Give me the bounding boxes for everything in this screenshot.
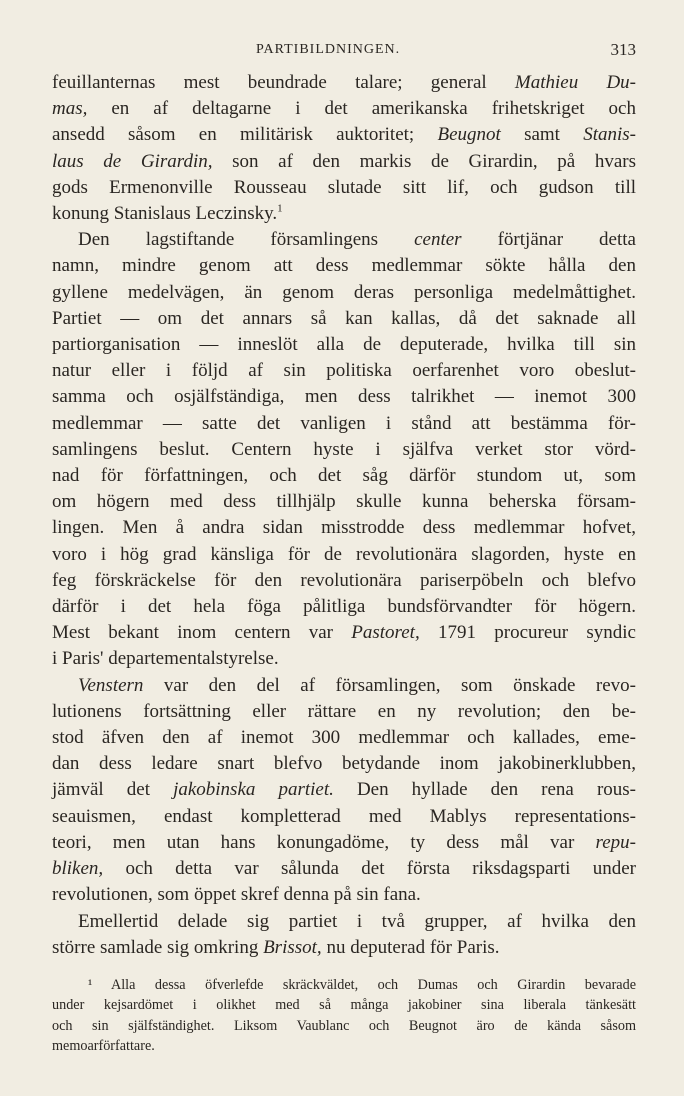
text-line	[52, 70, 636, 96]
text-line	[52, 542, 636, 568]
text-run: därför i det hela föga pålitliga bundsförvandter för högern.	[52, 596, 636, 618]
text-line	[52, 411, 636, 437]
text-run: lingen. Men å andra sidan misstrodde dess medlemmar hofvet,	[52, 517, 636, 539]
paragraph	[52, 70, 636, 227]
text-line	[52, 699, 636, 725]
text-line	[52, 280, 636, 306]
text-line	[52, 332, 636, 358]
text-run: förtjänar detta	[461, 229, 636, 251]
text-line	[52, 804, 636, 830]
text-run: feg förskräckelse för den revolutionära pariserpöbeln och blefvo	[52, 569, 636, 591]
page-header	[52, 38, 636, 62]
text-run: lutionens fortsättning eller rättare en ny revolution; den be-	[52, 700, 636, 722]
text-line	[52, 856, 636, 882]
text-line	[52, 515, 636, 541]
text-line	[52, 751, 636, 777]
text-run: 1791 procureur syndic	[419, 622, 636, 644]
text-run: gyllene medelvägen, än genom deras personliga medelmåttighet.	[52, 281, 636, 303]
text-run: Partiet — om det annars så kan kallas, då det saknade all	[52, 307, 636, 329]
italic-text: Stanis-	[583, 124, 637, 146]
text-line	[52, 725, 636, 751]
text-run: konung Stanislaus Leczinsky.	[52, 203, 278, 225]
text-run: seauismen, endast kompletterad med Mablys representations-	[52, 805, 636, 827]
text-line	[52, 358, 636, 384]
paragraph	[52, 909, 636, 961]
text-run: nu deputerad för Paris.	[321, 936, 500, 958]
text-line	[52, 882, 636, 908]
italic-text: Pastoret,	[351, 622, 420, 644]
running-title: PARTIBILDNINGEN.	[256, 42, 401, 57]
text-run: ansedd såsom en militärisk auktoritet;	[52, 124, 438, 146]
text-run: och detta var sålunda det första riksdagsparti under	[103, 858, 636, 880]
text-line	[52, 935, 636, 961]
italic-text: repu-	[595, 831, 636, 853]
text-run: nad för författningen, och det såg därför stundom ut, som	[52, 465, 636, 487]
body-text	[52, 70, 636, 961]
text-line	[52, 489, 636, 515]
footnote-line: och sin själfständighet. Liksom Vaublanc och Beugnot äro de kända såsom	[52, 1017, 636, 1034]
text-line	[52, 306, 636, 332]
italic-text: Beugnot	[437, 124, 501, 146]
text-run: gods Ermenonville Rousseau slutade sitt lif, och gudson till	[52, 176, 636, 198]
italic-text: mas,	[52, 98, 88, 120]
text-run: större samlade sig omkring	[52, 936, 264, 958]
text-run: natur eller i följd af sin politiska oerfarenhet voro obeslut-	[52, 360, 636, 382]
text-line	[52, 594, 636, 620]
italic-text: bliken,	[52, 858, 104, 880]
text-line	[52, 777, 636, 803]
text-run: Den lagstiftande församlingens	[78, 229, 415, 251]
text-run: samlingens beslut. Centern hyste i själfva verket stor vörd-	[52, 438, 636, 460]
text-run: voro i hög grad känsliga för de revolutionära slagorden, hyste en	[52, 543, 636, 565]
text-run: Mest bekant inom centern var	[52, 622, 352, 644]
text-run: jämväl det	[52, 779, 174, 801]
text-line	[52, 96, 636, 122]
text-line	[52, 122, 636, 148]
text-run: Den hyllade den rena rous-	[333, 779, 636, 801]
text-run: var den del af församlingen, som önskade revo-	[143, 674, 636, 696]
text-run: dan dess ledare snart blefvo betydande inom jakobinerklubben,	[52, 753, 636, 775]
text-run: Emellertid delade sig partiet i två grupper, af hvilka den	[78, 910, 636, 932]
text-line	[52, 909, 636, 935]
italic-text: Mathieu Du-	[514, 72, 636, 93]
footnote-line: memoarförfattare.	[52, 1038, 155, 1055]
text-line	[52, 673, 636, 699]
text-line	[52, 830, 636, 856]
text-line	[52, 149, 636, 175]
text-run: namn, mindre genom att dess medlemmar sökte hålla den	[52, 255, 636, 277]
text-run: samma och osjälfständiga, men dess talrikhet — inemot 300	[52, 386, 636, 408]
footnote-marker: 1	[277, 202, 283, 215]
footnotes	[52, 975, 636, 1057]
text-run: i Paris' departementalstyrelse.	[52, 648, 279, 670]
italic-text: Venstern	[78, 674, 144, 696]
text-line	[52, 463, 636, 489]
text-line	[52, 253, 636, 279]
text-line	[52, 384, 636, 410]
paragraph	[52, 673, 636, 909]
text-run: son af den markis de Girardin, på hvars	[212, 150, 637, 172]
text-run: partiorganisation — inneslöt alla de deputerade, hvilka till sin	[52, 334, 636, 356]
italic-text: Brissot,	[263, 936, 322, 958]
text-line	[52, 227, 636, 253]
text-run: en af deltagarne i det amerikanska frihetskriget och	[87, 98, 636, 120]
text-line	[52, 175, 636, 201]
text-line	[52, 646, 636, 672]
text-run: teori, men utan hans konungadöme, ty dess mål var	[52, 831, 596, 853]
text-run: stod äfven den af inemot 300 medlemmar och kallades, eme-	[52, 727, 636, 749]
text-run: om högern med dess tillhjälp skulle kunna beherska försam-	[52, 491, 636, 513]
footnote	[52, 975, 636, 1057]
text-run: samt	[500, 124, 584, 146]
footnote-line: under kejsardömet i olikhet med så många jakobiner sina liberala tänkesätt	[52, 997, 636, 1014]
page-number: 313	[610, 40, 636, 59]
text-line	[52, 568, 636, 594]
italic-text: laus de Girardin,	[52, 150, 213, 172]
text-run: feuillanternas mest beundrade talare; general	[52, 72, 515, 93]
footnote-line: ¹ Alla dessa öfverlefde skräckväldet, och Dumas och Girardin bevarade	[88, 976, 636, 993]
text-line	[52, 201, 636, 227]
text-line	[52, 437, 636, 463]
paragraph	[52, 227, 636, 672]
italic-text: jakobinska partiet.	[173, 779, 334, 801]
text-run: medlemmar — satte det vanligen i stånd att bestämma för-	[52, 412, 636, 434]
text-run: revolutionen, som öppet skref denna på sin fana.	[52, 884, 421, 906]
italic-text: center	[414, 229, 462, 251]
text-line	[52, 620, 636, 646]
